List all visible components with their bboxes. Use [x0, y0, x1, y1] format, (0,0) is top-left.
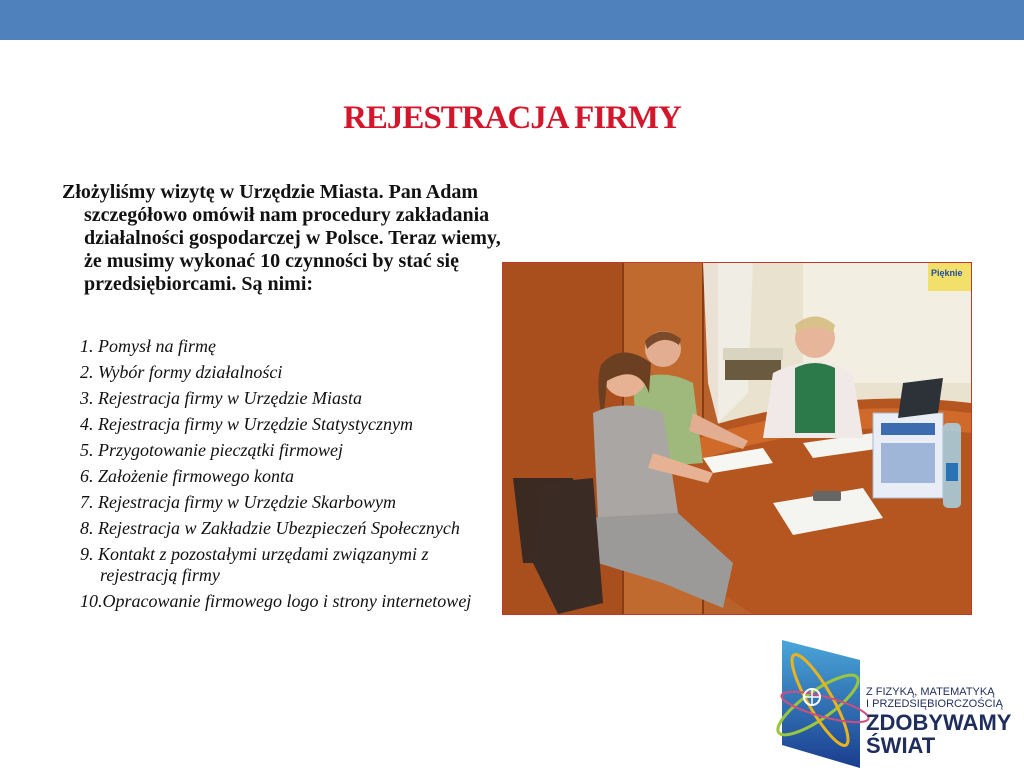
list-item: 5. Przygotowanie pieczątki firmowej [80, 440, 343, 460]
top-accent-bar [0, 0, 1024, 40]
steps-list [80, 336, 500, 617]
list-item: 7. Rejestracja firmy w Urzędzie Skarbowym [80, 492, 396, 512]
intro-paragraph: Złożyliśmy wizytę w Urzędzie Miasta. Pan Adam szczegółowo omówił nam procedury zakładania działalności gospodarczej w Polsce. Teraz wiemy, że musimy wykonać 10 czynności by stać się przedsiębiorcami. Są nimi: [62, 181, 501, 295]
wall-sign-text: Pięknie [931, 268, 963, 278]
slide-title: REJESTRACJA FIRMY [343, 100, 681, 136]
list-item: 10.Opracowanie firmowego logo i strony internetowej [80, 591, 472, 611]
project-logo [770, 625, 1024, 768]
list-item: 9. Kontakt z pozostałymi urzędami związanymi z rejestracją firmy [80, 544, 429, 585]
list-item: 2. Wybór formy działalności [80, 362, 283, 382]
list-item: 4. Rejestracja firmy w Urzędzie Statystycznym [80, 414, 413, 434]
list-item: 6. Założenie firmowego konta [80, 466, 294, 486]
logo-tagline: Z FIZYKĄ, MATEMATYKĄ I PRZEDSIĘBIORCZOŚCIĄ [866, 686, 1003, 710]
list-item: 1. Pomysł na firmę [80, 336, 216, 356]
list-item: 8. Rejestracja w Zakładzie Ubezpieczeń Społecznych [80, 518, 460, 538]
logo-word-zdobywamy: ZDOBYWAMY [866, 710, 1012, 735]
office-meeting-illustration [503, 263, 971, 614]
logo-word-swiat: ŚWIAT [866, 733, 936, 758]
list-item: 3. Rejestracja firmy w Urzędzie Miasta [80, 388, 362, 408]
office-meeting-photo [502, 262, 972, 615]
